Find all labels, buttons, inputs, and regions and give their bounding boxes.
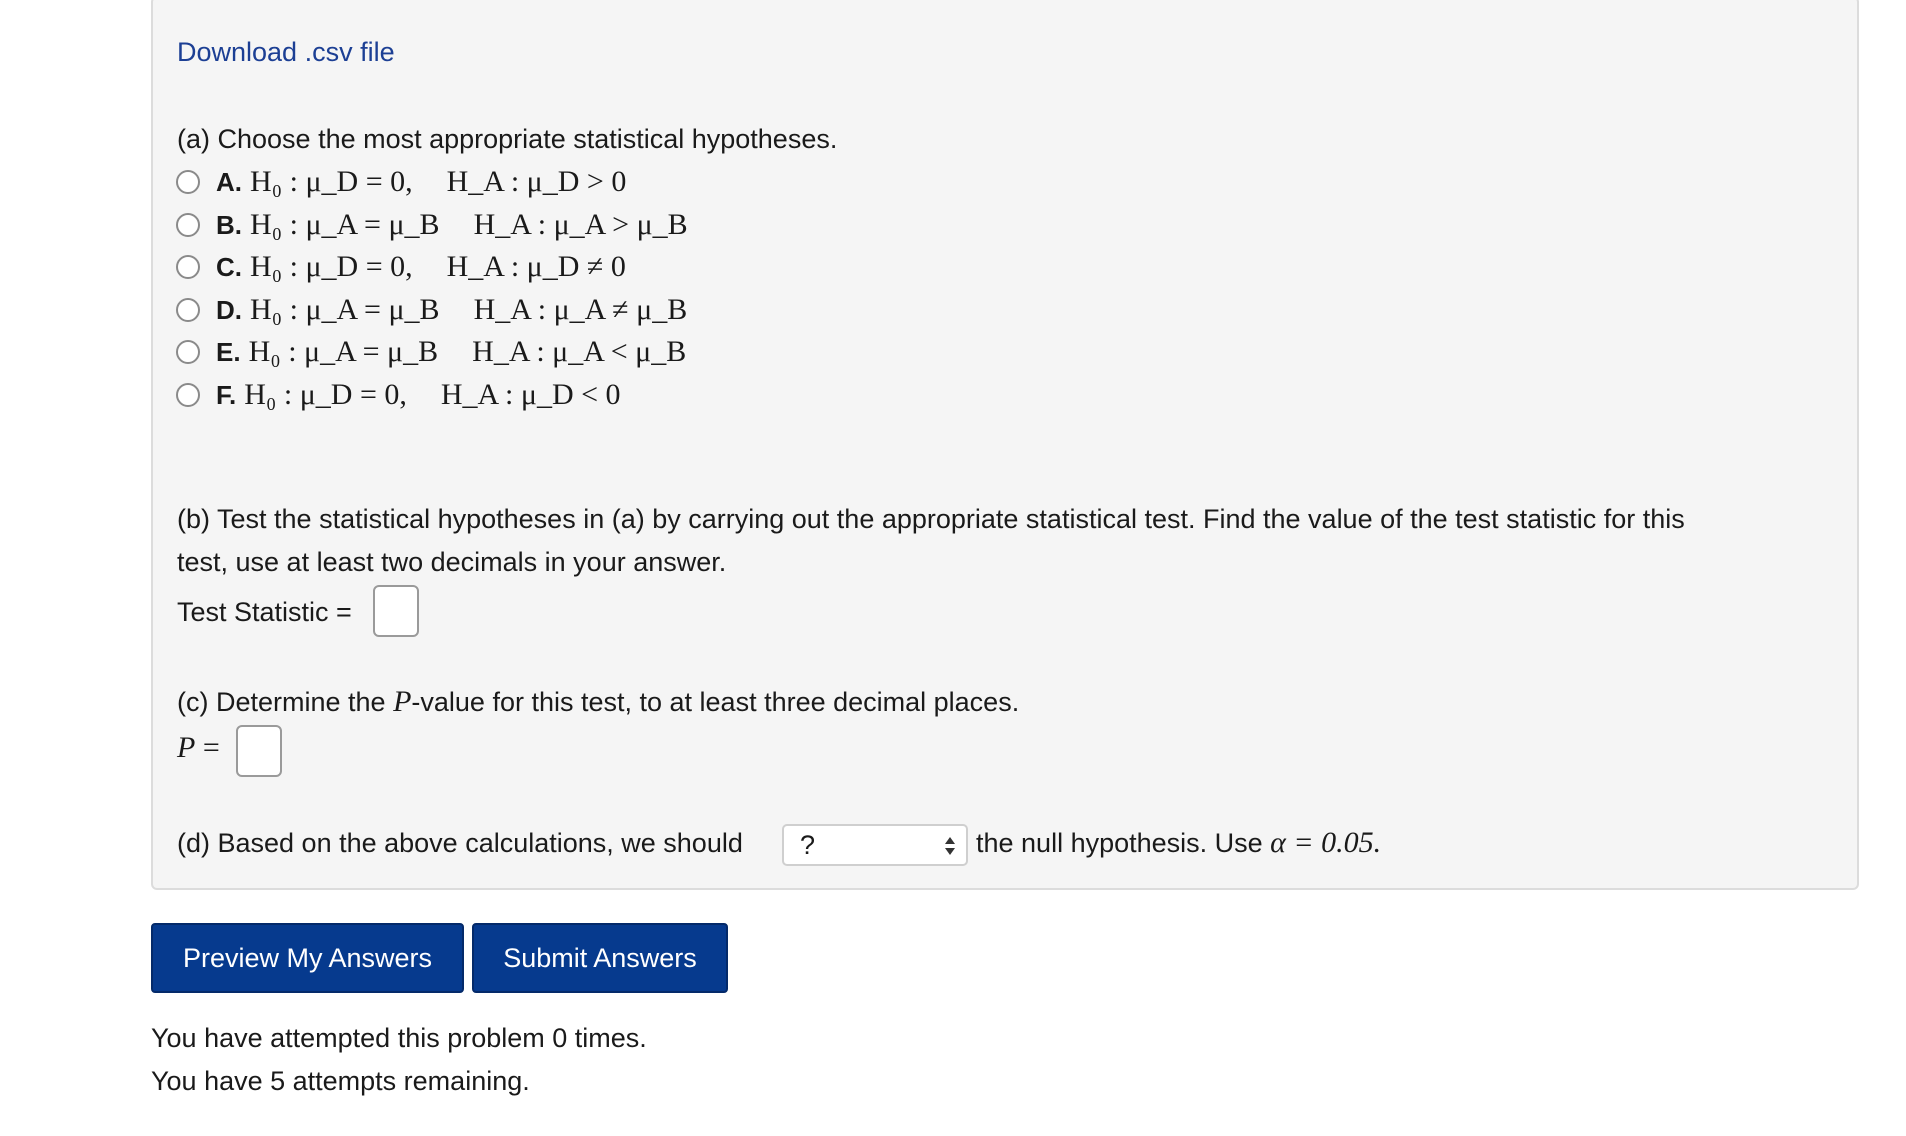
null-hypothesis: H₀ : μ_A = μ_B [250,292,440,326]
select-arrows-icon [944,834,956,858]
alternative-hypothesis: H_A : μ_D > 0 [446,165,627,198]
option-label[interactable] [216,377,621,418]
part-c-prompt: (c) Determine the P-value for this test, to at least three decimal places. [177,685,1020,718]
alternative-hypothesis: H_A : μ_D ≠ 0 [446,250,626,283]
option-radio[interactable] [176,213,200,237]
option-radio[interactable] [176,298,200,322]
option-letter: D. [216,294,242,325]
option-label[interactable] [216,334,686,375]
null-hypothesis: H₀ : μ_D = 0, [244,377,407,411]
part-b-line2: test, use at least two decimals in your answer. [177,547,727,577]
option-letter: E. [216,337,241,367]
alternative-hypothesis: H_A : μ_A > μ_B [473,207,688,241]
alternative-hypothesis: H_A : μ_D < 0 [440,377,621,411]
decision-select[interactable] [782,824,968,866]
null-hypothesis: H₀ : μ_D = 0, [250,165,413,198]
option-label[interactable] [216,249,626,290]
null-hypothesis: H₀ : μ_D = 0, [250,250,413,283]
attempts-remaining-text: You have 5 attempts remaining. [151,1066,530,1096]
null-hypothesis: H₀ : μ_A = μ_B [250,207,440,241]
option-letter: B. [216,209,242,240]
option-label[interactable] [216,292,687,333]
test-statistic-input[interactable] [373,585,419,637]
option-letter: C. [216,252,242,282]
part-d-prompt-after: the null hypothesis. Use α = 0.05. [976,826,1382,859]
attempts-made-text: You have attempted this problem 0 times. [151,1023,647,1053]
option-radio[interactable] [176,255,200,279]
download-csv-link[interactable]: Download .csv file [177,37,395,67]
part-b-line1: (b) Test the statistical hypotheses in (a) by carrying out the appropriate statistical test. Find the value of the test statistic for this [177,504,1685,534]
option-letter: F. [216,379,237,410]
p-value-input[interactable] [236,725,282,777]
null-hypothesis: H₀ : μ_A = μ_B [248,335,439,368]
part-d-prompt-before: (d) Based on the above calculations, we should [177,828,743,858]
alternative-hypothesis: H_A : μ_A < μ_B [472,335,687,368]
option-radio[interactable] [176,383,200,407]
alpha-value: α = 0.05. [1270,826,1382,859]
part-a-prompt: (a) Choose the most appropriate statistical hypotheses. [177,124,838,154]
option-label[interactable] [216,164,626,205]
option-label[interactable] [216,207,688,248]
option-letter: A. [216,167,242,197]
preview-answers-button[interactable]: Preview My Answers [151,923,464,993]
p-value-label: P = [177,731,220,764]
option-radio[interactable] [176,340,200,364]
test-statistic-label: Test Statistic = [177,597,352,627]
alternative-hypothesis: H_A : μ_A ≠ μ_B [473,292,688,326]
option-radio[interactable] [176,170,200,194]
decision-select-value: ? [800,830,816,860]
submit-answers-button[interactable]: Submit Answers [472,923,728,993]
